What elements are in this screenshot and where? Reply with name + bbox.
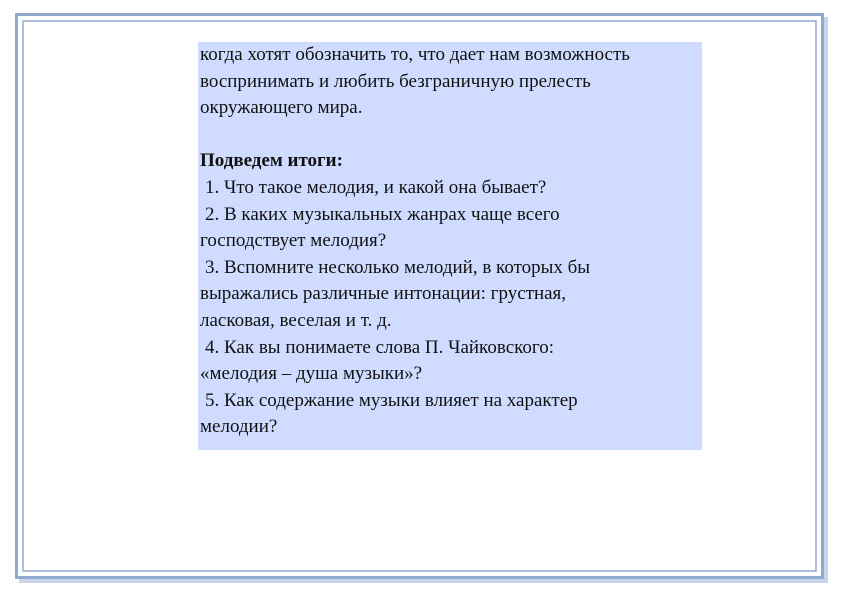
intro-line: окружающего мира. (200, 97, 363, 119)
question-4-line: «мелодия – душа музыки»? (200, 363, 423, 385)
question-3-line: 3. Вспомните несколько мелодий, в которых бы (205, 256, 591, 278)
intro-line: воспринимать и любить безграничную прелесть (200, 70, 591, 92)
paragraph-gap (200, 122, 702, 149)
question-3-line: ласковая, веселая и т. д. (200, 309, 392, 331)
summary-heading: Подведем итоги: (200, 150, 343, 172)
question-3-line: выражались различные интонации: грустная, (200, 283, 567, 305)
question-2-line: господствует мелодия? (200, 230, 387, 252)
question-5-line: 5. Как содержание музыки влияет на характер (205, 389, 578, 411)
question-1-line: 1. Что такое мелодия, и какой она бывает? (205, 176, 547, 198)
intro-line: когда хотят обозначить то, что дает нам возможность (200, 44, 630, 65)
frame-shadow-bottom (19, 579, 828, 583)
question-4-line: 4. Как вы понимаете слова П. Чайковского: (205, 336, 554, 358)
question-5-line: мелодии? (200, 416, 278, 438)
text-block (198, 42, 702, 450)
question-2-line: 2. В каких музыкальных жанрах чаще всего (205, 203, 560, 225)
frame-shadow-right (824, 17, 828, 583)
